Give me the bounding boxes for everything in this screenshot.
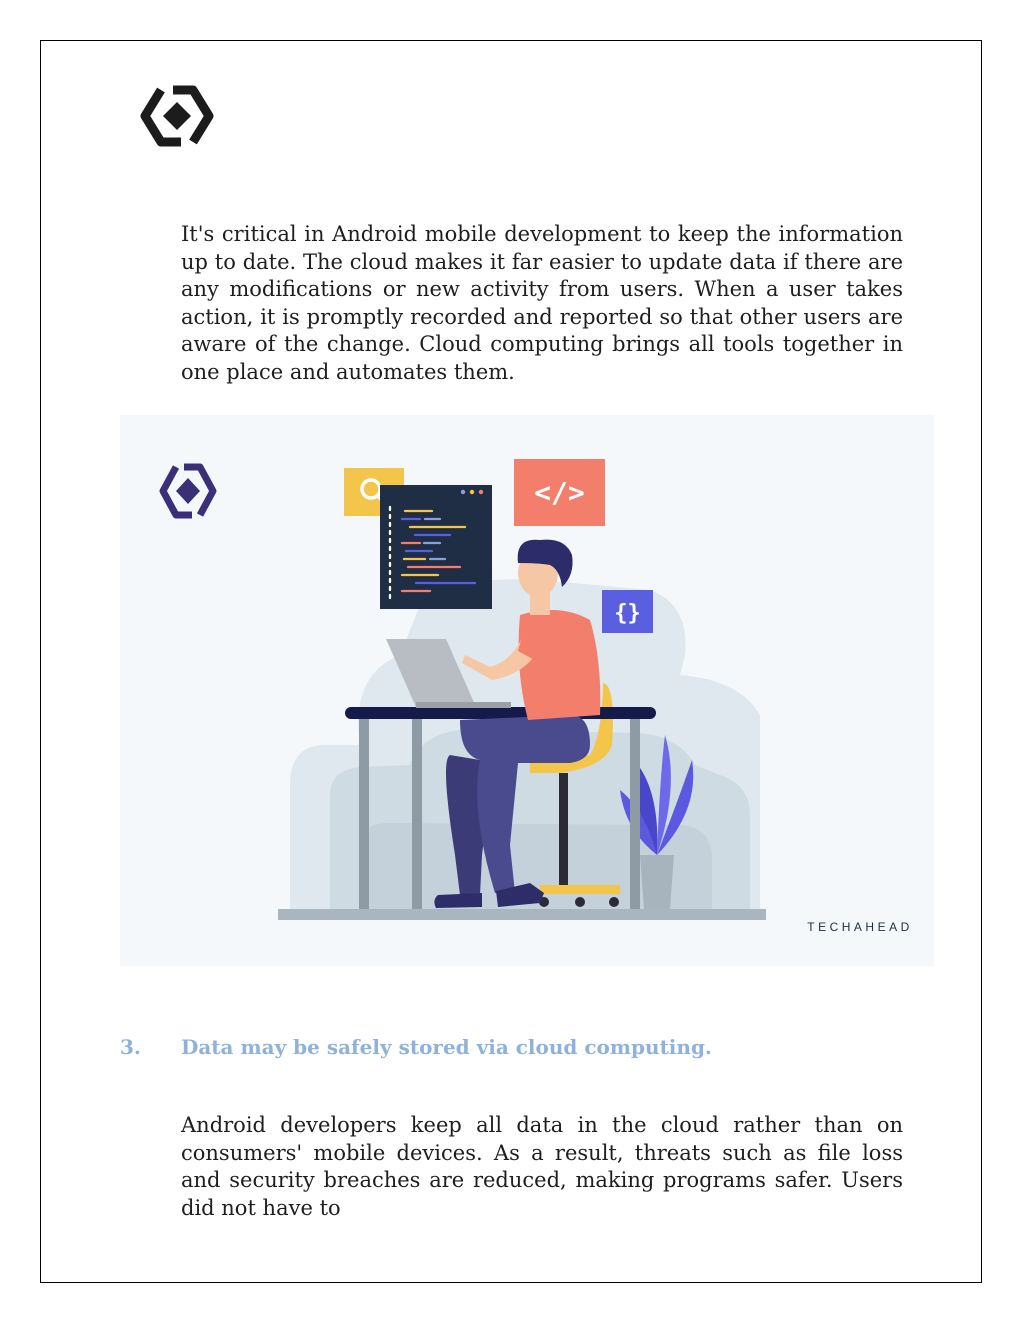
company-logo [139,82,215,150]
section-number: 3. [120,1035,141,1059]
svg-text:</>: </> [534,476,585,509]
code-badge [514,459,605,526]
body-paragraph-2: Android developers keep all data in the cloud rather than on consumers' mobile devices. As a result, threats such as file loss and security breaches are reduced, making programs safer. Users did not have to [181,1113,903,1220]
section-title: Data may be safely stored via cloud computing. [181,1035,712,1059]
body-paragraph: It's critical in Android mobile development to keep the information up to date. The cloud makes it far easier to update data if there are any modifications or new activity from users. When a user takes action, it is promptly recorded and reported so that other users are aware of the change. Cloud computing brings all tools together in one place and automates them. [181,222,903,384]
illustration-logo-icon [163,467,213,515]
developer-illustration [120,415,934,966]
techahead-watermark: TECHAHEAD [807,920,913,934]
floor [278,909,766,920]
svg-text:{}: {} [614,601,641,626]
braces-badge [602,590,653,633]
code-editor-window [380,485,492,609]
